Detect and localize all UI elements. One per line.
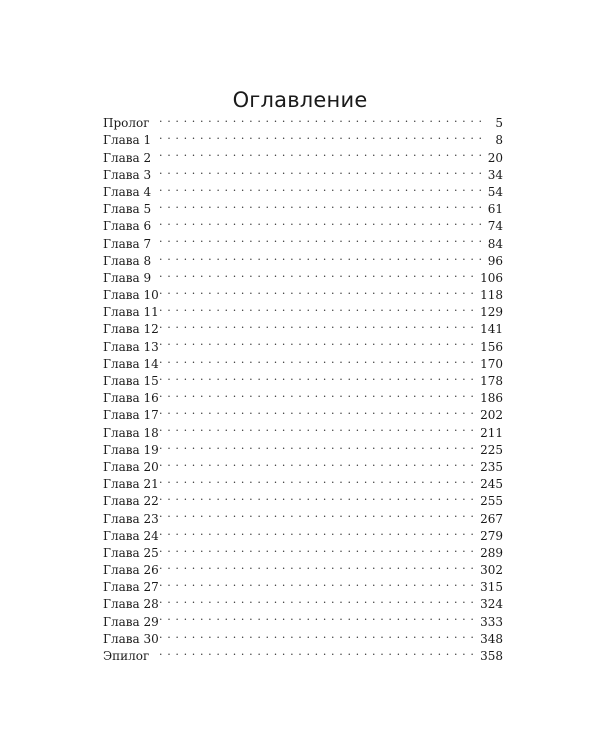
toc-entry-page-number: 358	[477, 648, 503, 665]
toc-entry[interactable]	[103, 144, 503, 165]
toc-entry-page-number: 156	[477, 339, 503, 356]
toc-entry-label: Глава 25	[103, 545, 159, 560]
toc-dot-leader	[159, 471, 477, 488]
toc-entry-page-number: 84	[482, 236, 503, 253]
toc-entry-label: Глава 19	[103, 442, 159, 457]
toc-entry[interactable]	[103, 110, 503, 131]
toc-dot-leader	[159, 505, 477, 522]
toc-entry[interactable]	[103, 471, 503, 492]
toc-entry[interactable]	[103, 402, 503, 423]
toc-dot-leader	[159, 213, 482, 230]
toc-entry-label: Пролог	[103, 116, 150, 131]
toc-entry-label: Глава 18	[103, 425, 159, 440]
toc-entry-page-number: 8	[482, 132, 503, 149]
toc-title: Оглавление	[232, 88, 368, 113]
toc-entry-page-number: 74	[482, 218, 503, 235]
toc-entry[interactable]	[103, 557, 503, 578]
toc-dot-leader	[159, 230, 482, 247]
toc-dot-leader	[159, 110, 482, 127]
toc-dot-leader	[159, 626, 477, 643]
toc-entry[interactable]	[103, 196, 503, 217]
toc-dot-leader	[159, 643, 477, 660]
toc-entry-page-number: 118	[477, 287, 503, 304]
toc-entry-label: Глава 13	[103, 339, 159, 354]
toc-entry[interactable]	[103, 591, 503, 612]
toc-entry-label: Эпилог	[103, 649, 150, 663]
toc-entry-page-number: 178	[477, 373, 503, 390]
toc-entry-page-number: 255	[477, 493, 503, 510]
toc-entry-label: Глава 27	[103, 580, 159, 595]
toc-entry-label: Глава 9	[103, 270, 152, 285]
toc-entry-label: Глава 15	[103, 374, 159, 388]
toc-entry-label: Глава 16	[103, 391, 159, 406]
toc-entry-page-number: 324	[477, 596, 503, 613]
toc-dot-leader	[159, 540, 477, 557]
toc-entry-label: Глава 3	[103, 167, 152, 182]
toc-entry-label: Глава 28	[103, 597, 159, 612]
toc-entry-page-number: 20	[482, 150, 503, 167]
toc-entry-page-number: 54	[482, 184, 503, 201]
toc-entry-page-number: 315	[477, 579, 503, 596]
toc-entry-label: Глава 20	[103, 459, 159, 474]
toc-dot-leader	[159, 488, 477, 505]
toc-dot-leader	[159, 419, 477, 436]
toc-entry-label: Глава 8	[103, 253, 152, 268]
toc-entry-page-number: 186	[477, 390, 503, 407]
toc-entry-page-number: 225	[477, 442, 503, 459]
toc-entry[interactable]	[103, 265, 503, 285]
toc-entry[interactable]	[103, 523, 503, 543]
toc-dot-leader	[159, 196, 482, 213]
toc-entry-page-number: 96	[482, 253, 503, 270]
toc-entry[interactable]	[103, 608, 503, 629]
toc-entry[interactable]	[103, 540, 503, 560]
toc-dot-leader	[159, 402, 477, 419]
toc-dot-leader	[159, 179, 482, 196]
toc-entry-page-number: 61	[482, 201, 503, 218]
toc-entry-label: Глава 7	[103, 236, 152, 251]
toc-entry-label: Глава 10	[103, 288, 159, 303]
toc-entry-label: Глава 17	[103, 408, 159, 423]
toc-dot-leader	[159, 282, 477, 299]
toc-dot-leader	[159, 523, 477, 540]
toc-entry[interactable]	[103, 643, 503, 663]
toc-entry-label: Глава 1	[103, 133, 152, 148]
toc-dot-leader	[159, 437, 477, 454]
toc-entry-page-number: 267	[477, 511, 503, 528]
toc-entry-page-number: 279	[477, 528, 503, 545]
toc-dot-leader	[159, 248, 482, 265]
toc-entry[interactable]	[103, 368, 503, 388]
toc-entry[interactable]	[103, 505, 503, 526]
toc-entry-label: Глава 21	[103, 477, 159, 492]
toc-entry-page-number: 129	[477, 304, 503, 321]
toc-entry[interactable]	[103, 179, 503, 199]
toc-entry[interactable]	[103, 626, 503, 646]
toc-entry-page-number: 170	[477, 356, 503, 373]
toc-entry-page-number: 5	[482, 115, 503, 132]
toc-dot-leader	[159, 557, 477, 574]
toc-entry-label: Глава 5	[103, 202, 152, 217]
toc-entry-page-number: 235	[477, 459, 503, 476]
toc-dot-leader	[159, 591, 477, 608]
toc-entry-page-number: 106	[477, 270, 503, 287]
toc-dot-leader	[159, 574, 477, 591]
toc-entry-label: Глава 23	[103, 511, 159, 526]
toc-entry-page-number: 202	[477, 407, 503, 424]
toc-dot-leader	[159, 454, 477, 471]
toc-entry-label: Глава 4	[103, 184, 152, 199]
toc-entry[interactable]	[103, 248, 503, 268]
toc-entry-page-number: 302	[477, 562, 503, 579]
toc-entry-page-number: 211	[477, 425, 503, 442]
toc-dot-leader	[159, 385, 477, 402]
toc-entry-label: Глава 22	[103, 494, 159, 509]
toc-entry[interactable]	[103, 351, 503, 371]
toc-entry[interactable]	[103, 419, 503, 440]
toc-entry-page-number: 245	[477, 476, 503, 493]
toc-list	[103, 110, 503, 663]
toc-entry-label: Глава 12	[103, 322, 159, 337]
toc-dot-leader	[159, 127, 482, 144]
toc-entry-page-number: 141	[477, 321, 503, 338]
toc-entry[interactable]	[103, 213, 503, 234]
toc-entry[interactable]	[103, 282, 503, 303]
toc-entry-label: Глава 29	[103, 614, 159, 629]
toc-dot-leader	[159, 608, 477, 625]
toc-dot-leader	[159, 316, 477, 333]
toc-entry[interactable]	[103, 333, 503, 354]
toc-entry-page-number: 34	[482, 167, 503, 184]
toc-dot-leader	[159, 299, 477, 316]
toc-entry[interactable]	[103, 574, 503, 595]
toc-entry[interactable]	[103, 299, 503, 320]
toc-entry-label: Глава 30	[103, 631, 159, 646]
toc-entry-page-number: 289	[477, 545, 503, 562]
toc-dot-leader	[159, 162, 482, 179]
toc-entry-label: Глава 24	[103, 528, 159, 543]
toc-entry-label: Глава 2	[103, 150, 152, 165]
toc-entry-page-number: 348	[477, 631, 503, 648]
toc-entry[interactable]	[103, 488, 503, 509]
toc-entry[interactable]	[103, 385, 503, 406]
toc-entry-label: Глава 26	[103, 563, 159, 578]
toc-dot-leader	[159, 351, 477, 368]
toc-dot-leader	[159, 368, 477, 385]
toc-entry-label: Глава 11	[103, 305, 159, 320]
toc-entry[interactable]	[103, 127, 503, 148]
toc-entry[interactable]	[103, 316, 503, 337]
toc-entry[interactable]	[103, 437, 503, 457]
toc-dot-leader	[159, 144, 482, 161]
toc-entry[interactable]	[103, 230, 503, 251]
toc-entry-page-number: 333	[477, 614, 503, 631]
toc-entry[interactable]	[103, 162, 503, 182]
toc-entry-label: Глава 6	[103, 219, 152, 234]
toc-entry-label: Глава 14	[103, 356, 159, 371]
toc-entry[interactable]	[103, 454, 503, 474]
toc-dot-leader	[159, 265, 477, 282]
toc-dot-leader	[159, 333, 477, 350]
